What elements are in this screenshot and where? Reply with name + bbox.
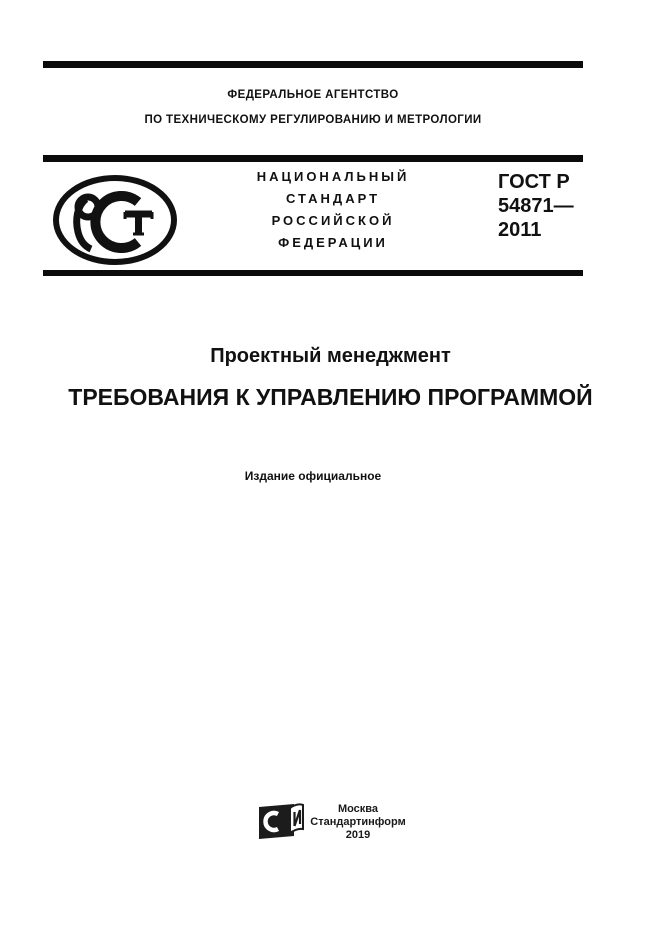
designation-line: 54871— (498, 195, 574, 217)
standard-type-line: НАЦИОНАЛЬНЫЙ (256, 169, 410, 184)
standard-type-line: РОССИЙСКОЙ (271, 213, 395, 228)
standard-designation (498, 170, 574, 242)
designation-line: ГОСТ Р (498, 171, 570, 193)
designation-line: 2011 (498, 219, 542, 241)
standard-subject-title: Проектный менеджмент (210, 345, 451, 367)
imprint-city: Москва (337, 803, 379, 815)
divider-band (43, 270, 583, 276)
agency-name-line1: ФЕДЕРАЛЬНОЕ АГЕНТСТВО (227, 89, 399, 101)
standard-type-label (200, 166, 466, 254)
imprint-year: 2019 (345, 829, 371, 841)
standard-type-line: СТАНДАРТ (285, 191, 381, 206)
rst-certification-mark-icon (52, 174, 178, 266)
divider-header (43, 155, 583, 162)
standartinform-logo-icon (257, 802, 305, 840)
edition-note: Издание официальное (244, 469, 382, 483)
agency-name-line2: ПО ТЕХНИЧЕСКОМУ РЕГУЛИРОВАНИЮ И МЕТРОЛОГИИ (144, 114, 482, 126)
imprint-publisher: Стандартинформ (310, 816, 406, 828)
standard-type-line: ФЕДЕРАЦИИ (278, 235, 388, 250)
standard-main-title: ТРЕБОВАНИЯ К УПРАВЛЕНИЮ ПРОГРАММОЙ (68, 384, 593, 410)
imprint (300, 803, 416, 842)
divider-top (43, 61, 583, 68)
